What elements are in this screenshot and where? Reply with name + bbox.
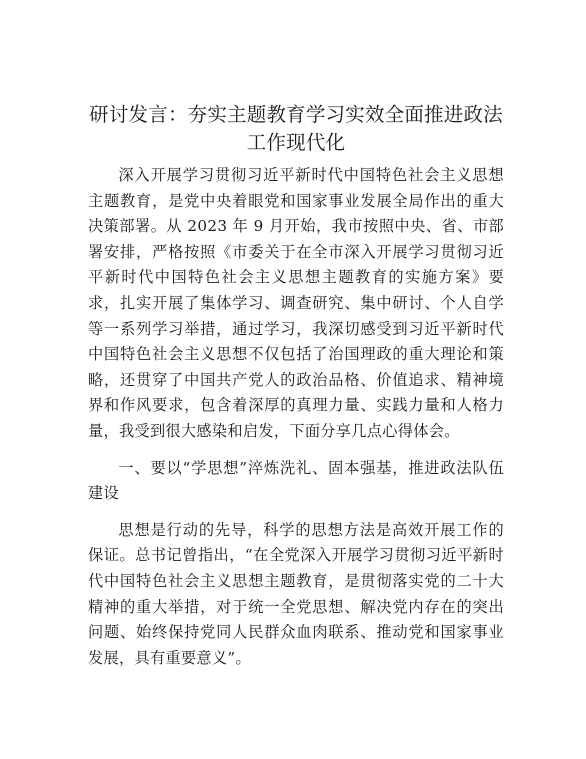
section-paragraph: 思想是行动的先导，科学的思想方法是高效开展工作的保证。总书记曾指出，“在全党深入开展学习贯彻习近平新时代中国特色社会主义思想主题教育，是贯彻落实党的二十大精神的重大举措，对于统一全党思想、解决党内存在的突出问题、始终保持党同人民群众血肉联系、推动党和国家事业发展，具有重要意义”。 <box>88 520 504 667</box>
document-body <box>88 163 504 671</box>
document-title: 研讨发言：夯实主题教育学习实效全面推进政法工作现代化 <box>89 103 503 154</box>
section-heading: 一、要以“学思想”淬炼洗礼、固本强基，推进政法队伍建设 <box>88 458 504 503</box>
intro-paragraph: 深入开展学习贯彻习近平新时代中国特色社会主义思想主题教育，是党中央着眼党和国家事业发展全局作出的重大决策部署。从 2023 年 9 月开始，我市按照中央、省、市部署安排，严格按照《市委关于在全市深入开展学习贯彻习近平新时代中国特色社会主义思想主题教育的实施方案》要求，扎实开展了集体学习、调查研究、集中研讨、个人自学等一系列学习举措，通过学习，我深切感受到习近平新时代中国特色社会主义思想不仅包括了治国理政的重大理论和策略，还贯穿了中国共产党人的政治品格、价值追求、精神境界和作风要求，包含着深厚的真理力量、实践力量和人格力量，我受到很大感染和启发，下面分享几点心得体会。 <box>88 166 504 440</box>
